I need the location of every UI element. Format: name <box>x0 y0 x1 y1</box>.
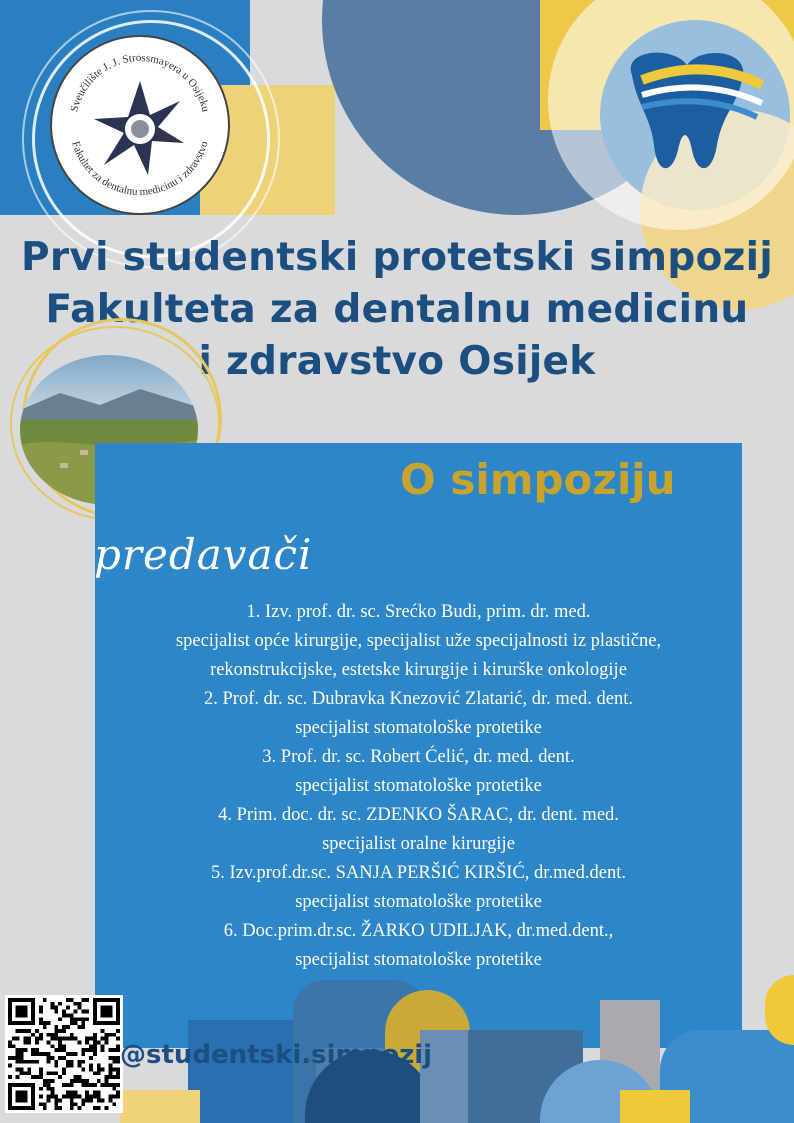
lecturer-name: 4. Prim. doc. dr. sc. ZDENKO ŠARAC, dr. dent. med. <box>218 805 619 825</box>
logo-ring-text-bottom: Fakultet za dentalnu medicinu i zdravstvo <box>69 139 211 199</box>
section-heading: O simpoziju <box>400 455 676 504</box>
lecturer-specialty: specijalist opće kirurgije, specijalist uže specijalnosti iz plastične, <box>175 631 662 651</box>
lecturer-name: 5. Izv.prof.dr.sc. SANJA PERŠIĆ KIRŠIĆ, dr.med.dent. <box>210 863 627 883</box>
title-line-1: Prvi studentski protetski simpozij <box>20 235 774 280</box>
university-star-seal-icon <box>50 35 230 215</box>
lecturer-name: 1. Izv. prof. dr. sc. Srećko Budi, prim. dr. med. <box>246 602 591 622</box>
title-line-3: i zdravstvo Osijek <box>198 339 596 384</box>
lecturer-name: 3. Prof. dr. sc. Robert Ćelić, dr. med. dent. <box>262 747 575 767</box>
lecturer-specialty: specijalist stomatološke protetike <box>295 892 542 912</box>
lecturer-name: 6. Doc.prim.dr.sc. ŽARKO UDILJAK, dr.med.dent., <box>223 921 614 941</box>
lecturer-name: 2. Prof. dr. sc. Dubravka Knezović Zlatarić, dr. med. dent. <box>204 689 633 709</box>
lecturers-heading: predavači <box>94 530 313 579</box>
lecturer-specialty: specijalist stomatološke protetike <box>295 776 542 796</box>
title-line-2: Fakulteta za dentalnu medicinu <box>45 287 749 332</box>
tooth-icon <box>612 45 772 185</box>
lecturer-specialty: specijalist oralne kirurgije <box>322 834 515 854</box>
qr-code-icon[interactable] <box>5 995 123 1113</box>
lecturer-specialty: rekonstrukcijske, estetske kirurgije i kirurške onkologije <box>210 660 627 680</box>
decor-block <box>120 1090 200 1123</box>
lecturer-specialty: specijalist stomatološke protetike <box>295 718 542 738</box>
decor-block <box>620 1090 690 1123</box>
lecturer-specialty: specijalist stomatološke protetike <box>295 950 542 970</box>
social-handle[interactable]: @studentski.simpozij <box>120 1040 433 1070</box>
lecturer-list <box>95 598 742 975</box>
logo-ring-text-top: Sveučilište J. J. Strossmayera u Osijeku <box>68 51 212 114</box>
